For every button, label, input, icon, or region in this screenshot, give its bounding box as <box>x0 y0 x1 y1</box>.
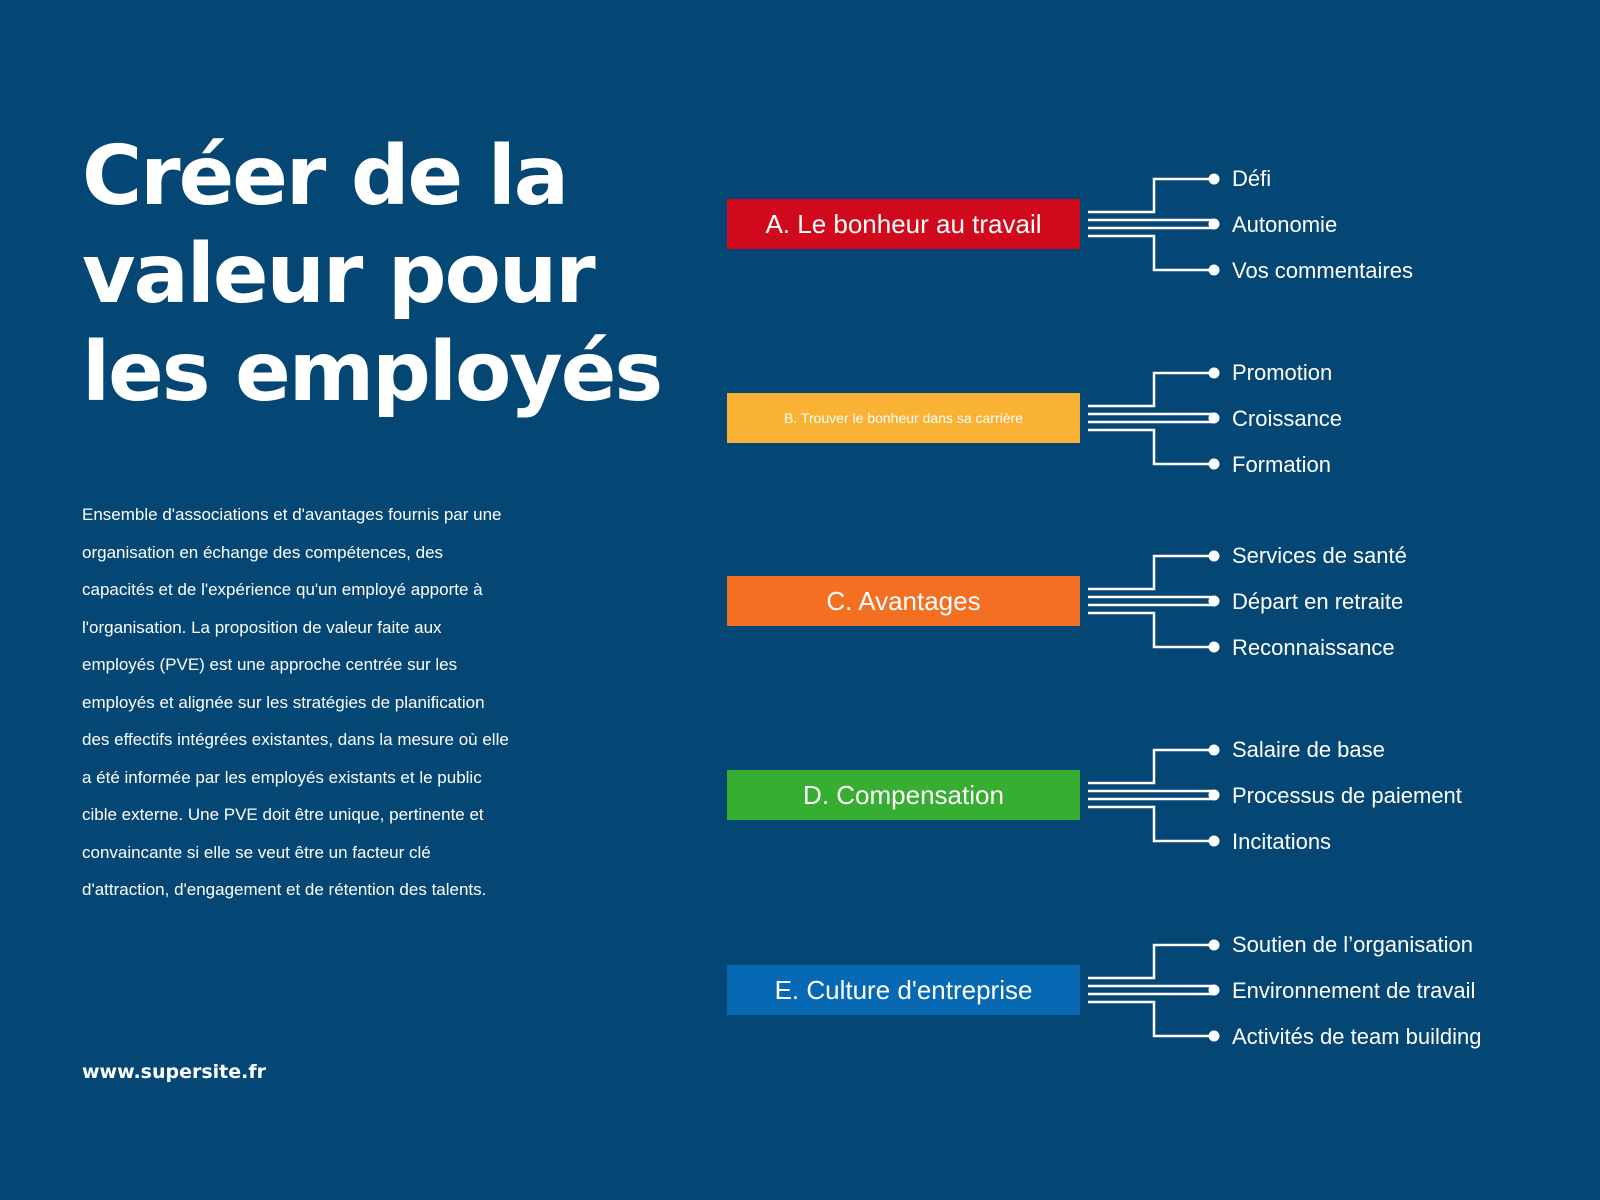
description-line: d'attraction, d'engagement et de rétention des talents. <box>82 880 487 899</box>
connector-line <box>1088 430 1214 464</box>
category-box-c: C. Avantages <box>727 576 1080 626</box>
description-line: convaincante si elle se veut être un facteur clé <box>82 842 431 862</box>
item-environnement-de-travail: Environnement de travail <box>1232 978 1476 1003</box>
description-line: cible externe. Une PVE doit être unique, pertinente et <box>82 805 484 824</box>
item-soutien-organisation: Soutien de l’organisation <box>1232 932 1473 957</box>
description-line: des effectifs intégrées existantes, dans la mesure où elle <box>82 730 509 749</box>
connector-dot <box>1209 265 1220 276</box>
connector-dot <box>1209 174 1220 185</box>
connector-dot <box>1209 940 1220 951</box>
connector-dot <box>1209 836 1220 847</box>
connector-dot <box>1209 551 1220 562</box>
connector-line <box>1088 945 1214 978</box>
item-salaire-de-base: Salaire de base <box>1232 737 1385 762</box>
description-line: organisation en échange des compétences, des <box>82 542 444 562</box>
connector-line <box>1088 750 1214 783</box>
connector-line <box>1088 179 1214 212</box>
item-reconnaissance: Reconnaissance <box>1232 635 1395 660</box>
item-vos-commentaires: Vos commentaires <box>1232 258 1413 283</box>
category-box-a: A. Le bonheur au travail <box>727 199 1080 249</box>
item-services-de-sante: Services de santé <box>1232 543 1407 568</box>
connector-line <box>1088 1002 1214 1036</box>
connector-line <box>1088 613 1214 647</box>
title-line-1: Créer de la <box>82 129 568 224</box>
connector-dot <box>1209 219 1220 230</box>
item-processus-de-paiement: Processus de paiement <box>1232 783 1462 808</box>
description-line: Ensemble d'associations et d'avantages fournis par une <box>82 505 502 524</box>
description-line: capacités et de l'expérience qu'un employé apporte à <box>82 580 483 599</box>
category-box-b: B. Trouver le bonheur dans sa carrière <box>727 393 1080 443</box>
website-link[interactable]: www.supersite.fr <box>82 1061 266 1083</box>
title-line-2: valeur pour <box>82 227 594 322</box>
connector-line <box>1088 373 1214 406</box>
item-croissance: Croissance <box>1232 406 1343 431</box>
item-formation: Formation <box>1232 452 1332 477</box>
connector-dot <box>1209 985 1220 996</box>
connector-dot <box>1209 745 1220 756</box>
connector-line <box>1088 556 1214 589</box>
item-activites-team-building: Activités de team building <box>1232 1024 1482 1049</box>
connector-line <box>1088 236 1214 270</box>
item-autonomie: Autonomie <box>1232 212 1338 237</box>
title-line-3: les employés <box>82 325 662 420</box>
description-line: a été informée par les employés existants et le public <box>82 767 482 787</box>
connector-dot <box>1209 1031 1220 1042</box>
item-defi: Défi <box>1232 166 1272 191</box>
connector-dot <box>1209 413 1220 424</box>
connector-dot <box>1209 790 1220 801</box>
connector-dot <box>1209 596 1220 607</box>
item-promotion: Promotion <box>1232 360 1333 385</box>
connector-dot <box>1209 368 1220 379</box>
category-box-e: E. Culture d'entreprise <box>727 965 1080 1015</box>
description-line: employés et alignée sur les stratégies de planification <box>82 692 485 712</box>
description-line: employés (PVE) est une approche centrée sur les <box>82 655 458 674</box>
connector-dot <box>1209 642 1220 653</box>
description-line: l'organisation. La proposition de valeur faite aux <box>82 617 442 637</box>
item-incitations: Incitations <box>1232 829 1332 854</box>
connector-dot <box>1209 459 1220 470</box>
item-depart-en-retraite: Départ en retraite <box>1232 589 1404 614</box>
connector-line <box>1088 807 1214 841</box>
category-box-d: D. Compensation <box>727 770 1080 820</box>
